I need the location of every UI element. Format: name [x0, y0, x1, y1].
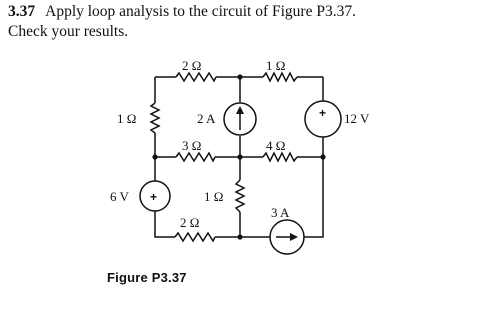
resistor-top-left: [176, 73, 216, 81]
label-voltage-source-right: 12 V: [344, 111, 370, 126]
problem-number: 3.37: [8, 3, 36, 20]
voltage-source-left: [140, 181, 170, 211]
resistor-bottom: [175, 233, 215, 241]
label-current-source-top: 2 A: [197, 111, 216, 126]
voltage-source-left-plus: +: [150, 190, 158, 204]
problem-text-1: Apply loop analysis to the circuit of Figure P3.37.: [45, 3, 356, 20]
label-r-left: 1 Ω: [117, 111, 137, 126]
label-r-mid-left: 3 Ω: [182, 138, 202, 153]
label-r-center-vertical: 1 Ω: [204, 189, 224, 204]
problem-line-2: Check your results.: [8, 23, 129, 40]
resistor-mid-right: [263, 153, 297, 161]
label-r-top-right: 1 Ω: [266, 58, 286, 73]
resistor-top-right: [263, 73, 297, 81]
label-r-bottom: 2 Ω: [180, 215, 200, 230]
label-voltage-source-left: 6 V: [110, 189, 129, 204]
figure-caption: Figure P3.37: [107, 270, 187, 285]
current-source-bottom: [270, 220, 304, 254]
voltage-source-right: [305, 101, 341, 137]
resistor-center-vertical: [236, 180, 244, 212]
label-current-source-bottom: 3 A: [271, 205, 290, 220]
current-source-top: [224, 103, 256, 135]
resistor-mid-left: [176, 153, 215, 161]
resistor-left: [151, 103, 159, 133]
label-r-mid-right: 4 Ω: [266, 138, 286, 153]
label-r-top-left: 2 Ω: [182, 58, 202, 73]
voltage-source-right-plus: +: [319, 106, 327, 120]
